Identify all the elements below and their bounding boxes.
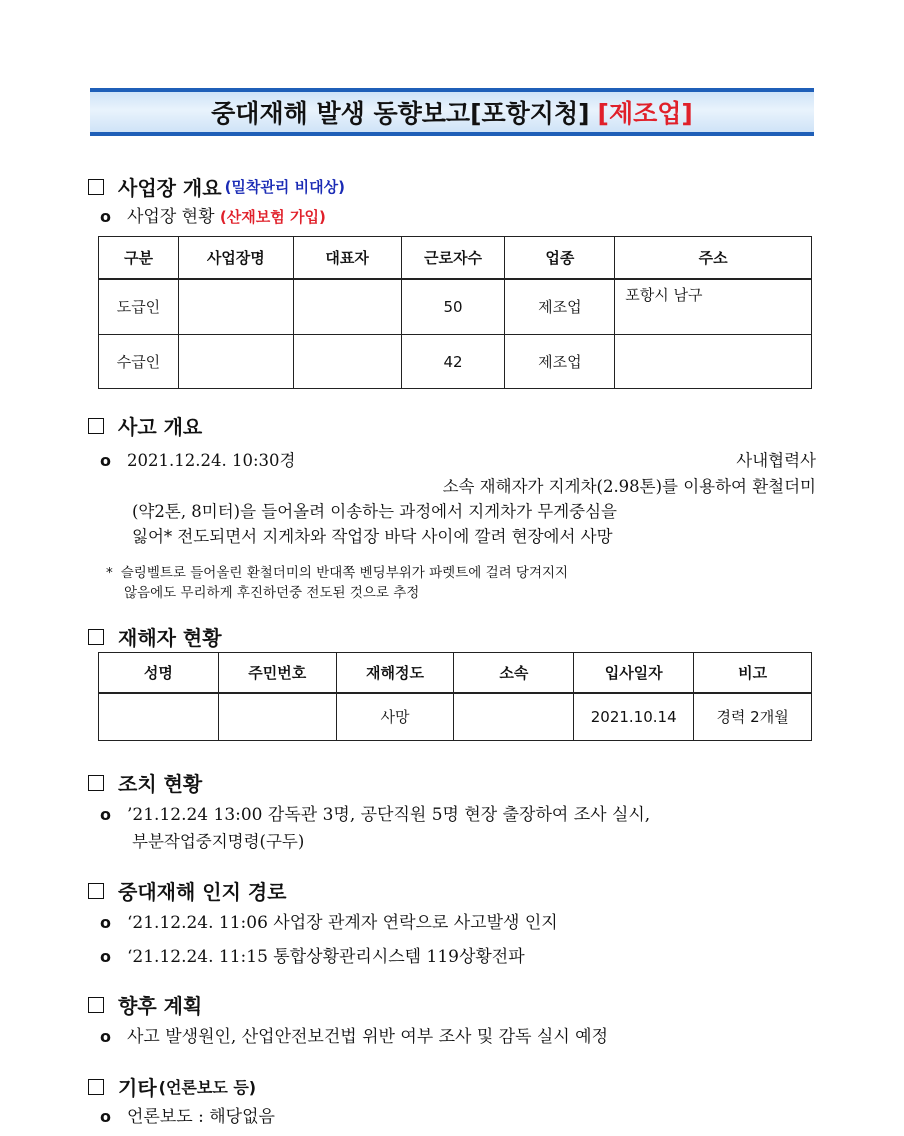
victim-table [98,652,812,741]
section-victim [88,622,222,651]
checkbox-square-icon [88,418,104,434]
table-row [99,693,812,741]
section-note: (밀착관리 비대상) [224,178,345,196]
table-cell: 수급인 [99,335,179,389]
section-plan [88,990,202,1019]
table-cell [293,279,401,335]
checkbox-square-icon [88,883,104,899]
checkbox-square-icon [88,997,104,1013]
table-cell [178,279,293,335]
section-etc [88,1072,256,1101]
bullet-icon: o [100,947,111,966]
table-cell: 포항시 남구 [615,279,812,335]
list-item [100,944,525,970]
footnote-mark: * [106,565,113,581]
section-title: 재해자 현황 [118,626,222,650]
list-item [100,910,558,936]
site-table [98,236,812,389]
column-header: 주소 [615,237,812,279]
table-cell [454,693,574,741]
bullet-icon: o [100,805,111,824]
section-measures [88,768,202,797]
column-header: 대표자 [293,237,401,279]
table-cell: 경력 2개월 [694,693,812,741]
recognition-text: ‘21.12.24. 11:06 사업장 관계자 연락으로 사고발생 인지 [127,913,558,933]
checkbox-square-icon [88,179,104,195]
section-title: 중대재해 인지 경로 [118,880,287,904]
column-header: 업종 [505,237,615,279]
site-status-item [100,204,326,230]
table-cell: 50 [401,279,505,335]
checkbox-square-icon [88,629,104,645]
section-accident [88,411,202,440]
column-header: 비고 [694,653,812,693]
column-header: 주민번호 [218,653,336,693]
accident-company: 사내협력사 [736,451,816,470]
table-row [99,335,812,389]
column-header: 구분 [99,237,179,279]
measures-line-2: 부분작업중지명령(구두) [132,832,305,851]
table-cell: 42 [401,335,505,389]
accident-line-2: 소속 재해자가 지게차(2.98톤)를 이용하여 환철더미 [442,477,816,496]
accident-line-1 [100,448,816,473]
column-header: 사업장명 [178,237,293,279]
section-note: (언론보도 등) [158,1078,257,1097]
document-title: 중대재해 발생 동향보고[포항지청] [211,99,590,128]
list-item [100,1024,608,1050]
accident-datetime: 2021.12.24. 10:30경 [127,451,296,470]
measures-line-1 [100,802,650,828]
footnote-line-1: 슬링벨트로 들어올린 환철더미의 반대쪽 벤딩부위가 파렛트에 걸려 당겨지지 [120,565,569,581]
section-title: 조치 현황 [118,772,203,796]
bullet-icon: o [100,913,111,932]
column-header: 성명 [99,653,219,693]
table-cell [218,693,336,741]
column-header: 재해정도 [336,653,454,693]
table-cell [99,693,219,741]
measures-text: ’21.12.24 13:00 감독관 3명, 공단직원 5명 현장 출장하여 조사 실시, [127,805,651,825]
site-status-note: (산재보험 가입) [219,208,326,226]
section-title: 사고 개요 [118,415,203,439]
table-cell: 2021.10.14 [574,693,694,741]
title-bar [90,88,814,136]
accident-line-3: (약2톤, 8미터)을 들어올려 이송하는 과정에서 지게차가 무게중심을 [132,502,617,521]
list-item [100,1104,275,1130]
accident-line-4: 잃어* 전도되면서 지게차와 작업장 바닥 사이에 깔려 현장에서 사망 [132,527,613,546]
table-cell [615,335,812,389]
checkbox-square-icon [88,1079,104,1095]
table-cell: 사망 [336,693,454,741]
site-status-label: 사업장 현황 [127,207,215,227]
section-title: 사업장 개요 [118,176,222,200]
etc-text: 언론보도 : 해당없음 [127,1107,275,1127]
table-header-row [99,237,812,279]
accident-footnote [106,564,818,583]
column-header: 소속 [454,653,574,693]
industry-tag: [제조업] [597,99,693,128]
table-cell: 도급인 [99,279,179,335]
table-cell [293,335,401,389]
checkbox-square-icon [88,775,104,791]
table-cell: 제조업 [505,335,615,389]
bullet-icon: o [100,1107,111,1126]
section-recognition [88,876,287,905]
footnote-line-2: 않음에도 무리하게 후진하던중 전도된 것으로 추정 [124,585,420,601]
table-cell [178,335,293,389]
column-header: 입사일자 [574,653,694,693]
table-row [99,279,812,335]
section-site-overview [88,172,345,201]
bullet-icon: o [100,1027,111,1046]
section-title: 향후 계획 [118,994,203,1018]
bullet-icon: o [100,451,111,470]
bullet-icon: o [100,207,111,226]
table-cell: 제조업 [505,279,615,335]
plan-text: 사고 발생원인, 산업안전보건법 위반 여부 조사 및 감독 실시 예정 [127,1027,609,1047]
section-title: 기타 [118,1076,157,1100]
column-header: 근로자수 [401,237,505,279]
table-header-row [99,653,812,693]
recognition-text: ‘21.12.24. 11:15 통합상황관리시스템 119상황전파 [127,947,525,967]
